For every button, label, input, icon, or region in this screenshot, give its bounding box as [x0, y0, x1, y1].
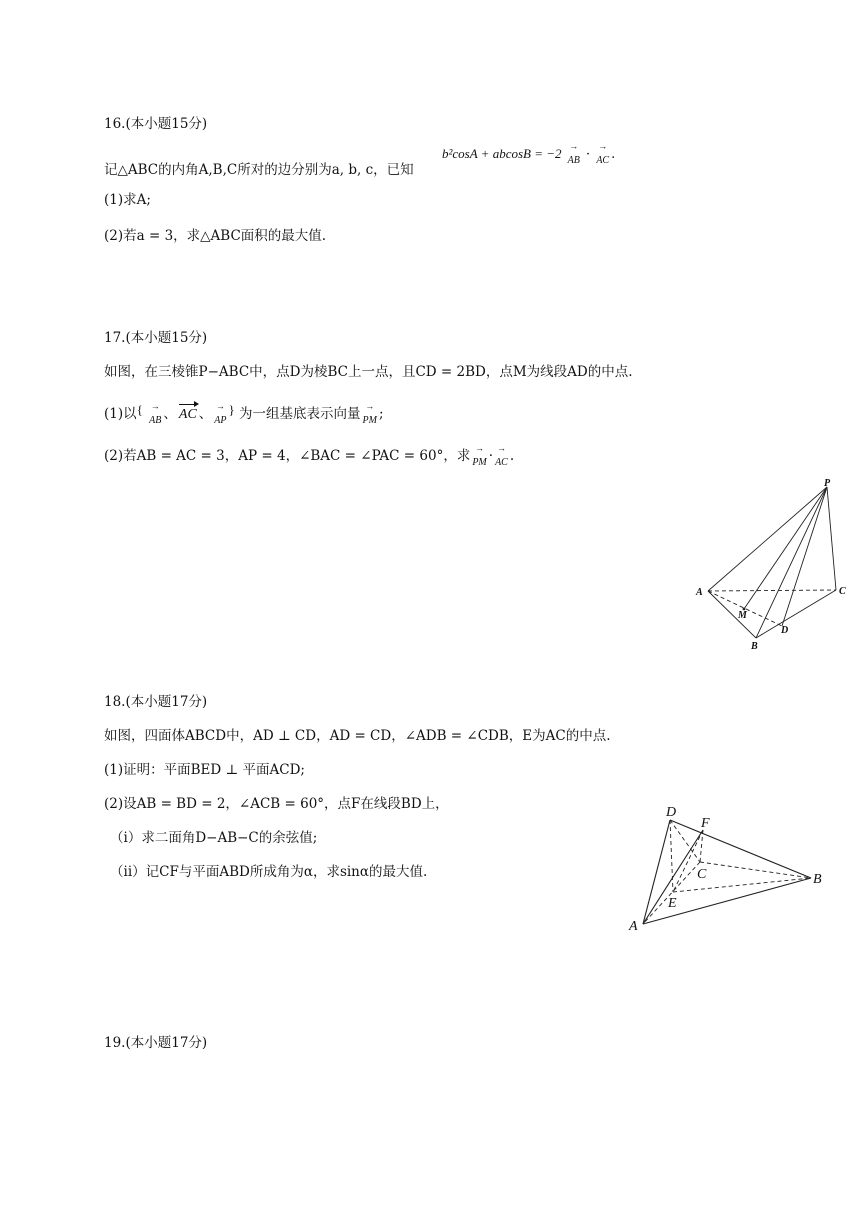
- q17-part2: [104, 448, 514, 469]
- q18-intro: 如图，四面体ABCD中，AD ⊥ CD，AD = CD，∠ADB = ∠CDB，E为AC的中点.: [104, 728, 611, 744]
- q18-label-d: D: [666, 805, 677, 820]
- q16-formula: [442, 146, 615, 167]
- q17-vector-pm: → PM: [363, 415, 377, 427]
- q17-vector-ac: AC: [178, 407, 197, 422]
- q17-sep1: 、: [163, 406, 177, 422]
- q17-part2-vector-pm: → PM: [472, 457, 486, 469]
- q16-intro: 记△ABC的内角A,B,C所对的边分别为a, b, c，已知: [104, 162, 414, 178]
- q17-label-d: D: [781, 625, 789, 636]
- q18-sub2: （ii）记CF与平面ABD所成角为α，求sinα的最大值.: [110, 864, 428, 880]
- q17-part2-end: .: [509, 448, 515, 464]
- q18-sub1: （i）求二面角D−AB−C的余弦值;: [110, 830, 318, 846]
- q17-label-p: P: [824, 478, 831, 489]
- q17-part2-vector-ac: → AC: [495, 457, 508, 469]
- q17-part1: (1)以{ → AB 、 AC 、→ AP} 为一组基底表示向量→ PM ;: [104, 402, 384, 427]
- q18-header: 18.(本小题17分): [104, 694, 208, 710]
- q18-part1: (1)证明：平面BED ⊥ 平面ACD;: [104, 762, 305, 778]
- q19-header: 19.(本小题17分): [104, 1035, 208, 1051]
- q17-label-b: B: [751, 641, 758, 652]
- q18-label-a: A: [629, 919, 638, 934]
- q17-vector-ab: → AB: [149, 415, 161, 427]
- q16-dot: ·: [586, 147, 591, 162]
- q18-figure: [625, 800, 830, 938]
- q18-label-f: F: [701, 816, 710, 831]
- q16-vector-ab: → AB: [568, 155, 580, 167]
- q17-part1-mid: 为一组基底表示向量: [239, 406, 361, 422]
- q16-period: .: [611, 147, 616, 162]
- q18-part2: (2)设AB = BD = 2，∠ACB = 60°，点F在线段BD上，: [104, 796, 449, 812]
- q16-header: 16.(本小题15分): [104, 116, 208, 132]
- q17-part1-prefix: (1)以: [104, 406, 137, 422]
- q17-header: 17.(本小题15分): [104, 330, 208, 346]
- q17-figure: [690, 478, 852, 656]
- q16-part2: (2)若a = 3，求△ABC面积的最大值.: [104, 228, 327, 244]
- q16-formula-text: b²cosA + abcosB = −2: [442, 146, 562, 161]
- q16-vector-ac: → AC: [596, 155, 609, 167]
- q16-part1: (1)求A;: [104, 192, 151, 208]
- q18-label-c: C: [697, 867, 707, 882]
- q18-label-b: B: [813, 872, 822, 887]
- q17-label-m: M: [738, 610, 747, 621]
- q17-part2-dot: ·: [488, 448, 494, 464]
- q17-label-a: A: [696, 587, 703, 598]
- q17-label-c: C: [839, 586, 846, 597]
- q17-part1-end: ;: [379, 406, 384, 422]
- q17-intro: 如图，在三棱锥P−ABC中，点D为棱BC上一点，且CD = 2BD，点M为线段AD的中点.: [104, 364, 633, 380]
- q17-part2-text: (2)若AB = AC = 3，AP = 4，∠BAC = ∠PAC = 60°，求: [104, 448, 471, 464]
- q17-vector-ap: → AP: [214, 415, 226, 427]
- q17-sep2: 、: [198, 406, 213, 422]
- q18-label-e: E: [668, 896, 677, 911]
